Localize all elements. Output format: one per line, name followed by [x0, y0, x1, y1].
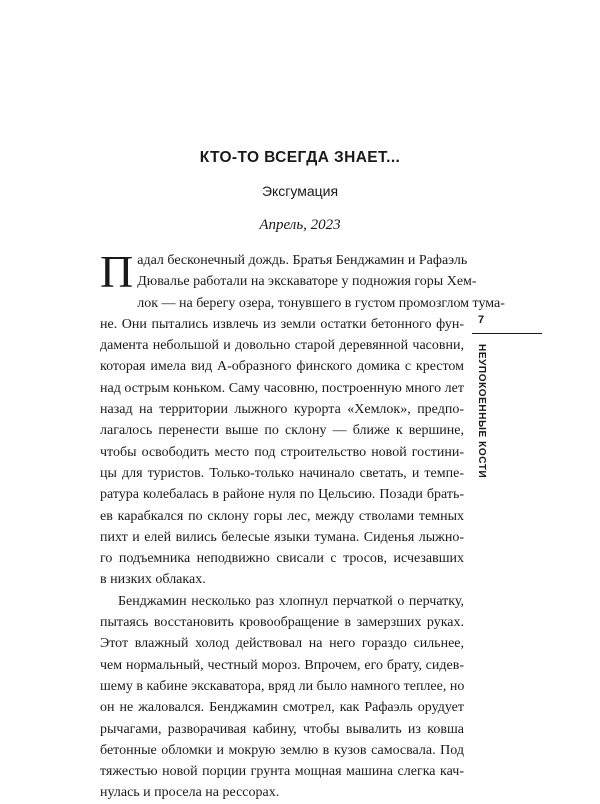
text-line: го подъемника неподвижно свисали с тросов, исчезавших	[100, 551, 464, 567]
text-line: он не жаловался. Бенджамин смотрел, как Рафаэль орудует	[100, 700, 464, 716]
text-line: не. Они пытались извлечь из земли остатки бетонного фун-	[100, 316, 464, 332]
text-line: чем нормальный, честный мороз. Впрочем, его брату, сидев-	[100, 657, 464, 673]
text-line: лок — на берегу озера, тонувшего в густом промозглом тума-	[137, 295, 505, 311]
drop-cap: П	[100, 246, 134, 297]
text-line: чтобы освободить место под строительство новой гостини-	[100, 444, 464, 460]
text-line: ратура колебалась в районе нуля по Цельсию. Позади брать-	[100, 487, 464, 503]
text-line: лагалось перенести выше по склону — ближе к вершине,	[100, 423, 464, 439]
text-line: пихт и елей вились белесые языки тумана. Сиденья лыжно-	[100, 529, 464, 545]
text-line: шему в кабине экскаватора, вряд ли было намного теплее, но	[100, 678, 465, 694]
running-title: НЕУПОКОЕННЫЕ КОСТИ	[476, 344, 487, 479]
text-line: которая имела вид А-образного финского домика с крестом	[100, 359, 464, 375]
text-line: тяжестью новой порции грунта мощная машина слегка кач-	[100, 764, 464, 780]
text-line: цы для туристов. Только-только начинало светать, и темпе-	[100, 465, 464, 481]
text-line: Бенджамин несколько раз хлопнул перчаткой о перчатку,	[118, 593, 464, 609]
text-line: пытаясь восстановить кровообращение в замерзших руках.	[100, 615, 464, 631]
page-number: 7	[478, 314, 485, 326]
text-line: дамента небольшой и довольно старой деревянной часовни,	[100, 338, 464, 354]
margin-rule	[472, 333, 542, 334]
text-line: адал бесконечный дождь. Братья Бенджамин и Рафаэль	[137, 253, 468, 268]
text-line: назад на территории лыжного курорта «Хемлок», предпо-	[100, 402, 464, 418]
text-line: Дювалье работали на экскаваторе у подножия горы Хем-	[137, 274, 477, 290]
text-line: над острым коньком. Саму часовню, построенную много лет	[100, 380, 464, 396]
chapter-date: Апрель, 2023	[259, 217, 341, 233]
chapter-subtitle: Эксгумация	[261, 183, 339, 199]
text-line: нулась и просела на рессорах.	[100, 785, 280, 801]
text-line: рычагами, разворачивая кабину, чтобы вывалить из ковша	[100, 721, 464, 737]
chapter-title: КТО-ТО ВСЕГДА ЗНАЕТ...	[199, 149, 401, 166]
paragraph-2	[100, 591, 464, 804]
text-line: в низких облаках.	[100, 572, 206, 588]
text-line: бетонные обломки и мокрую землю в кузов самосвала. Под	[100, 742, 464, 758]
text-line: ев карабкался по склону горы лес, между стволами темных	[100, 508, 464, 524]
text-line: Этот влажный холод действовал на него гораздо сильнее,	[100, 636, 464, 652]
